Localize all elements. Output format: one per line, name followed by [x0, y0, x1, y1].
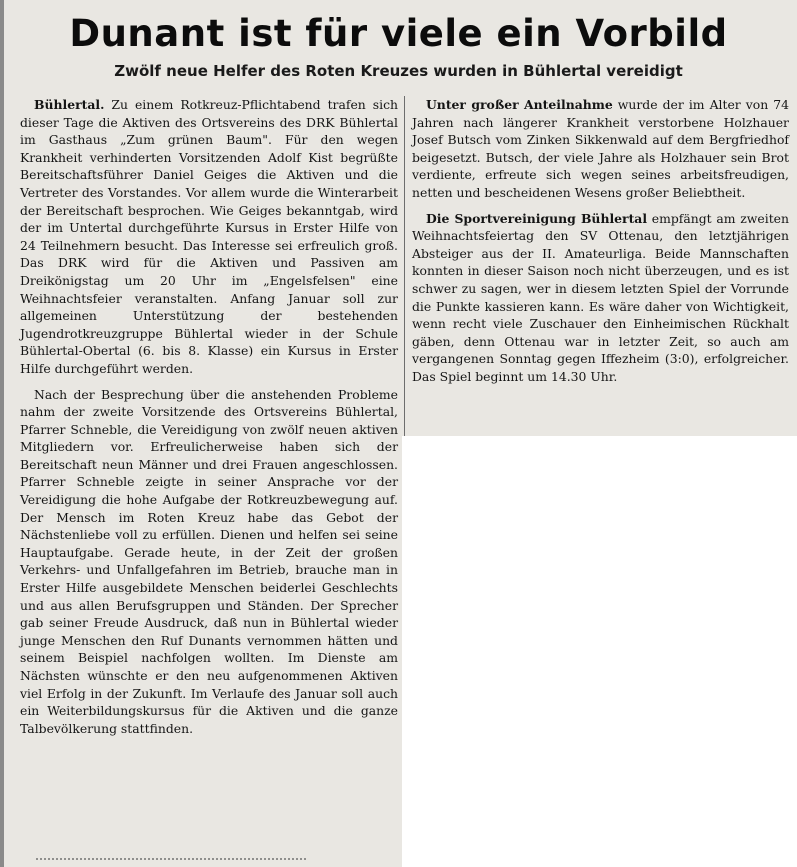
left-column: [20, 96, 398, 737]
paragraph-text: Zu einem Rotkreuz-Pflichtabend trafen sich dieser Tage die Aktiven des Ortsvereins des DRK Bühlertal im Gasthaus „Zum grünen Baum". Für den wegen Krankheit verhinderten Vorsitzenden Adolf Kist begrüßte Bereitschaftsführer Daniel Geiges die Aktiven und die Vertreter des Vorstandes. Vor allem wurde die Winterarbeit der Bereitschaft besprochen. Wie Geiges bekanntgab, wird der im Untertal durchgeführte Kursus in Erster Hilfe von 24 Teilnehmern besucht. Das Interesse sei erfreulich groß. Das DRK wird für die Aktiven und Passiven am Dreikönigstag um 20 Uhr im „Engelsfelsen" eine Weihnachtsfeier veranstalten. Anfang Januar soll zur allgemeinen Unterstützung der bestehenden Jugendrotkreuzgruppe Bühlertal wieder in der Schule Bühlertal-Obertal (6. bis 8. Klasse) ein Kursus in Erster Hilfe durchgeführt werden.: [20, 97, 398, 376]
article-subheadline: Zwölf neue Helfer des Roten Kreuzes wurden in Bühlertal vereidigt: [114, 62, 683, 80]
blank-area: [402, 436, 797, 867]
paragraph-lead: Unter großer Anteilnahme: [426, 97, 613, 112]
scan-artifact: [36, 858, 306, 863]
paragraph-swearing-in: Nach der Besprechung über die anstehenden Probleme nahm der zweite Vorsitzende des Ortsvereins Bühlertal, Pfarrer Schneble, die Vereidigung von zwölf neuen aktiven Mitgliedern vor. Erfreulicherweise haben sich der Bereitschaft neun Männer und drei Frauen angeschlossen. Pfarrer Schneble zeigte in seiner Ansprache vor der Vereidigung die hohe Aufgabe der Rotkreuzbewegung auf. Der Mensch im Roten Kreuz habe das Gebot der Nächstenliebe voll zu erfüllen. Dienen und helfen sei seine Hauptaufgabe. Gerade heute, in der Zeit der großen Verkehrs- und Unfallgefahren im Betrieb, brauche man in Erster Hilfe ausgebildete Menschen beiderlei Geschlechts und aus allen Berufsgruppen und Ständen. Der Sprecher gab seiner Freude Ausdruck, daß nun in Bühlertal wieder junge Menschen den Ruf Dunants vernommen hätten und seinem Beispiel nachfolgen wollten. Im Dienste am Nächsten wünschte er den neu aufgenommenen Aktiven viel Erfolg in der Zukunft. Im Verlaufe des Januar soll auch ein Weiterbildungskursus für die Aktiven und die ganze Talbevölkerung stattfinden.: [20, 386, 398, 736]
dateline: Bühlertal.: [34, 97, 105, 112]
right-column: [412, 96, 789, 386]
paragraph-sport: [412, 210, 789, 386]
paragraph-funeral: [412, 96, 789, 202]
article-headline: Dunant ist für viele ein Vorbild: [69, 12, 728, 55]
paragraph-text: wurde der im Alter von 74 Jahren nach längerer Krankheit verstorbene Holzhauer Josef Butsch vom Zinken Sikkenwald auf dem Bergfriedhof beigesetzt. Butsch, der viele Jahre als Holzhauer sein Brot verdiente, erfreute sich wegen seines arbeitsfreudigen, netten und bescheidenen Wesens großer Beliebtheit.: [412, 97, 789, 200]
paragraph-lead: Die Sportvereinigung Bühlertal: [426, 210, 648, 226]
paragraph-text: empfängt am zweiten Weihnachtsfeiertag den SV Ottenau, den letztjährigen Absteiger aus der II. Amateurliga. Beide Mannschaften konnten in dieser Saison noch nicht überzeugen, und es ist schwer zu sagen, wer in diesem letzten Spiel der Vorrunde die Punkte kassieren kann. Es wäre daher von Wichtigkeit, wenn recht viele Zuschauer den Einheimischen Rückhalt gäben, denn Ottenau war in letzter Zeit, so auch am vergangenen Sonntag gegen Iffezheim (3:0), erfolgreicher. Das Spiel beginnt um 14.30 Uhr.: [412, 210, 789, 384]
paragraph-drk-meeting: [20, 96, 398, 378]
scan-edge: [0, 0, 4, 867]
